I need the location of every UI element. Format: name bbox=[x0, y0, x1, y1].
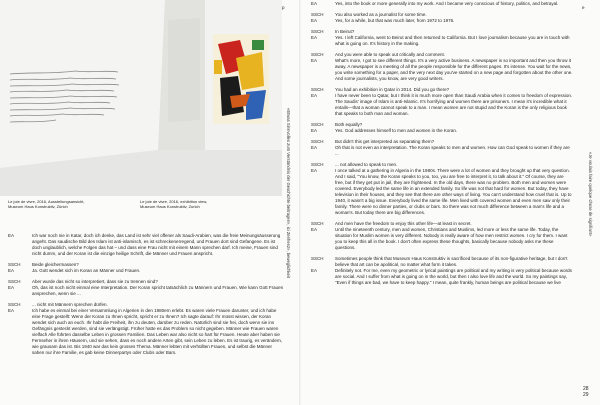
running-head-right: «Je voulais faire quelque chose de signifiant» bbox=[588, 152, 593, 237]
speaker-label: SSCH bbox=[311, 87, 324, 92]
speech-text: Ich war noch nie in Katar, doch ich denke, das Land ist sehr viel offener als Saudi-Arabien, was die freie Meinungsäusserung angeht. Das saudische Bild des Islam ist anti-islamisch, es ist schreckenerregend, und Frauen dort sind Gefangene. Es ist doch unglaublich, welche Folgen das hat – und dass eine Frau nicht mit einem Mann sprechen darf. Ich meine, Frauen sind nicht dumm, und der Koran ist die einzige heilige Schrift, die Männer und Frauen anspricht. bbox=[32, 233, 281, 256]
speaker-label: EA bbox=[311, 128, 318, 133]
interview-entry bbox=[311, 268, 573, 286]
speaker-label: EA bbox=[8, 285, 15, 290]
running-head-left: «Etwas Sinnvolles zum Verständnis der Geschichte beitragen», ici Zenhenz», beweglichkeit bbox=[286, 108, 291, 278]
interview-entry bbox=[311, 256, 573, 268]
speech-text: Yes, into the book or more generally into my work. And I became very conscious of history, politics, and betrayal. bbox=[335, 1, 559, 6]
speech-text: Ich habe es einmal bei einer Versammlung in Algerien in den 1980ern erlebt. Es waren viele Frauen darunter, und ich habe eine Frage gestellt: Wenn der Koran zu Ihnen spricht, spricht er zu Ihnen? Ich sagte darauf: Ihr müsst wissen, der Koran wendet sich auch an euch. Ihr habt die Freiheit, ihn zu deuten, darüber zu reden. Natürlich sind sie frei, doch wenn sie ins Gefängnis gesteckt werden, sind sie verlängstigt. Früher hatte es das Problem so nicht gegeben. Männer wie Frauen waren vielfach Alle führten dasselbe Leben in grossen Familien. Das Leben war also nicht so hart für Frauen. Heute aber haben sie Fernseher in ihren Häusern, und sie sehen, dass es noch andere Arten gibt, sein Leben zu leben. Es ist traurig, es verändern, wie grausam das ist. Bis 1940 war das kein grosses Thema. Männer lebten mit verhüllten Frauen, und selbst die Männer sahen nur ihre Familie, es gab keine Dinnerpartys oder Clubs oder Bars. bbox=[32, 308, 283, 355]
speech-text: Beide gleichermassen? bbox=[32, 262, 79, 267]
speaker-label: SSCH bbox=[8, 262, 21, 267]
speech-text: Until the nineteenth century, men and women, Christians and Muslims, led more or less the same life. Today, the situation for Muslim women is very different. Nobody is really aware of how men restrict women. I cry for them. I want you to keep this all in the book. I don't often express these thoughts, basically because nobody asks me these questions. bbox=[335, 227, 568, 250]
caption-place: Museum Haus Konstruktiv, Zurich bbox=[140, 204, 200, 209]
speech-text: What's more, I got to see different things. It's a very active business. A newspaper is so important and then you throw it away. A newspaper is a meeting of all the people responsible for the different pages. It's intense. You wait for the news, you write something for a paper, and the very next day you've started on a new page and forgotten about the other one. And some journalists, you know, are very good writers. bbox=[335, 58, 573, 81]
interview-entry bbox=[8, 268, 284, 274]
speech-text: But didn't this get interpreted as separating them? bbox=[335, 139, 435, 144]
speech-text: And you were able to speak out critically and comment. bbox=[335, 52, 446, 57]
speech-text: Sometimes people think that Museum Haus Konstruktiv is sacrificed because of its non-figurative heritage, but I don't believe that art can be apolitical, no matter what form it takes. bbox=[335, 256, 568, 267]
speaker-label: SSCH bbox=[311, 221, 324, 226]
speaker-label: EA bbox=[8, 233, 15, 238]
speech-text: Yes. I left California, went to Beirut and then returned to California. But I love journalism because you are in touch with what is going on. It's history in the making. bbox=[335, 35, 570, 46]
speaker-label: SSCH bbox=[8, 279, 21, 284]
gutter bbox=[299, 0, 301, 405]
speaker-label: SSCH bbox=[311, 29, 324, 34]
caption-german bbox=[8, 199, 85, 209]
speaker-label: EA bbox=[8, 268, 15, 273]
interview-text-german bbox=[8, 233, 284, 356]
speech-text: And men have the freedom to enjoy this other life—at least in secret. bbox=[335, 221, 472, 226]
interview-entry bbox=[311, 18, 573, 24]
speaker-label: SSCH bbox=[311, 122, 324, 127]
speech-text: I have never been to Qatar, but I think it is much more open than Saudi Arabia when it comes to freedom of expression. The Saudis' image of Islam is anti-Islamic. It's horrifying and women there are prisoners. I mean it's incredible what it entails—that a woman cannot speak to a man. I mean women are not stupid and the Koran is the only religious book that speaks to both man and woman. bbox=[335, 93, 573, 116]
interview-entry bbox=[311, 168, 573, 216]
caption-title: Le joie de vivre, 2016, exhibition view, bbox=[140, 199, 208, 204]
speaker-label: EA bbox=[311, 35, 318, 40]
speaker-label: SSCH bbox=[311, 12, 324, 17]
speaker-label: EA bbox=[311, 1, 318, 6]
interview-entry bbox=[311, 1, 573, 7]
speaker-label: SSCH bbox=[311, 162, 324, 167]
interview-entry bbox=[311, 128, 573, 134]
speech-text: Yes. God addresses himself to men and women in the Koran. bbox=[335, 128, 458, 133]
interview-entry bbox=[8, 285, 284, 297]
speech-text: You also worked as a journalist for some time. bbox=[335, 12, 427, 17]
speaker-label: EA bbox=[311, 145, 318, 150]
speaker-label: SSCH bbox=[311, 256, 324, 261]
speaker-label: EA bbox=[311, 268, 318, 273]
speaker-label: EA bbox=[311, 168, 318, 173]
folio-left: p bbox=[282, 5, 285, 10]
interview-entry bbox=[311, 35, 573, 47]
interview-entry bbox=[311, 227, 573, 251]
speaker-label: EA bbox=[311, 18, 318, 23]
speech-text: Ja. Gott wendet sich im Koran an Männer und Frauen. bbox=[32, 268, 141, 273]
speaker-label: SSCH bbox=[311, 52, 324, 57]
speech-text: Both equally? bbox=[335, 122, 363, 127]
speech-text: Definitely not. For me, even my geometric or lyrical paintings are political and my writing is very political because words are social. And I suffer from what is going on in the world, but then I also love life and the world. So my paintings say, "Even if things are bad, we have to keep happy." I mean, quite frankly, human beings are political because we live bbox=[335, 268, 572, 285]
speech-text: Oh that is not even an interpretation. The Koran speaks to men and women. How can God speak to women if they are ... bbox=[335, 145, 570, 156]
speech-text: I once talked at a gathering in Algeria in the 1980s. There were a lot of women and they brought up that very question. And I said, "You know, the Koran speaks to you, too, you are free to interpret it, to talk about it." Of course, they are free, but if they get put in jail, they are frightened. In the old days, there was no problem. Both men and women were covered. Everybody led the same life in an extended family. So life was not that hard for women. But today, they have television in their houses, and they see that there are other ways of living. You can't understand how cruel that is. Up to 1940, it wasn't a big issue. Everybody lived the same life. Men lived with covered women and even men saw only their family. There were no dinner parties, or clubs or bars. So there was not much difference between a man's life and a woman's. But today there are big differences. bbox=[335, 168, 572, 215]
interview-entry bbox=[8, 308, 284, 356]
speaker-label: EA bbox=[311, 227, 318, 232]
interview-entry bbox=[311, 93, 573, 117]
speech-text: In Beirut? bbox=[335, 29, 355, 34]
interview-text-english bbox=[311, 1, 573, 286]
caption-title: Le joie de vivre, 2016, Ausstellungsansicht, bbox=[8, 199, 85, 204]
speaker-label: EA bbox=[311, 93, 318, 98]
speaker-label: SSCH bbox=[311, 139, 324, 144]
caption-english bbox=[140, 199, 207, 209]
speech-text: ... not allowed to speak to men. bbox=[335, 162, 398, 167]
speaker-label: EA bbox=[8, 308, 15, 313]
speaker-label: SSCH bbox=[8, 302, 21, 307]
page-number: 28 bbox=[583, 386, 589, 392]
interview-entry bbox=[311, 145, 573, 157]
speaker-label: EA bbox=[311, 58, 318, 63]
speech-text: Oh, das ist noch nicht einmal eine Interpretation. Der Koran spricht tatsächlich zu Männern und Frauen. Wie kann Gott Frauen ansprechen, wenn sie ... bbox=[32, 285, 284, 296]
caption-place: Museum Haus Konstruktiv, Zürich bbox=[8, 204, 68, 209]
speech-text: Yes, for a while, but that was much later, from 1972 to 1976. bbox=[335, 18, 455, 23]
exhibition-photo bbox=[0, 0, 282, 196]
speech-text: ... nicht mit Männern sprechen dürfen. bbox=[32, 302, 108, 307]
speech-text: Aber wurde das nicht so interpretiert, dass sie zu trennen sind? bbox=[32, 279, 158, 284]
folio-right: e bbox=[582, 5, 585, 10]
speech-text: You had an exhibition in Qatar in 2014. Did you go there? bbox=[335, 87, 450, 92]
page-number: 29 bbox=[583, 392, 589, 398]
interview-entry bbox=[311, 58, 573, 82]
interview-entry bbox=[8, 233, 284, 257]
